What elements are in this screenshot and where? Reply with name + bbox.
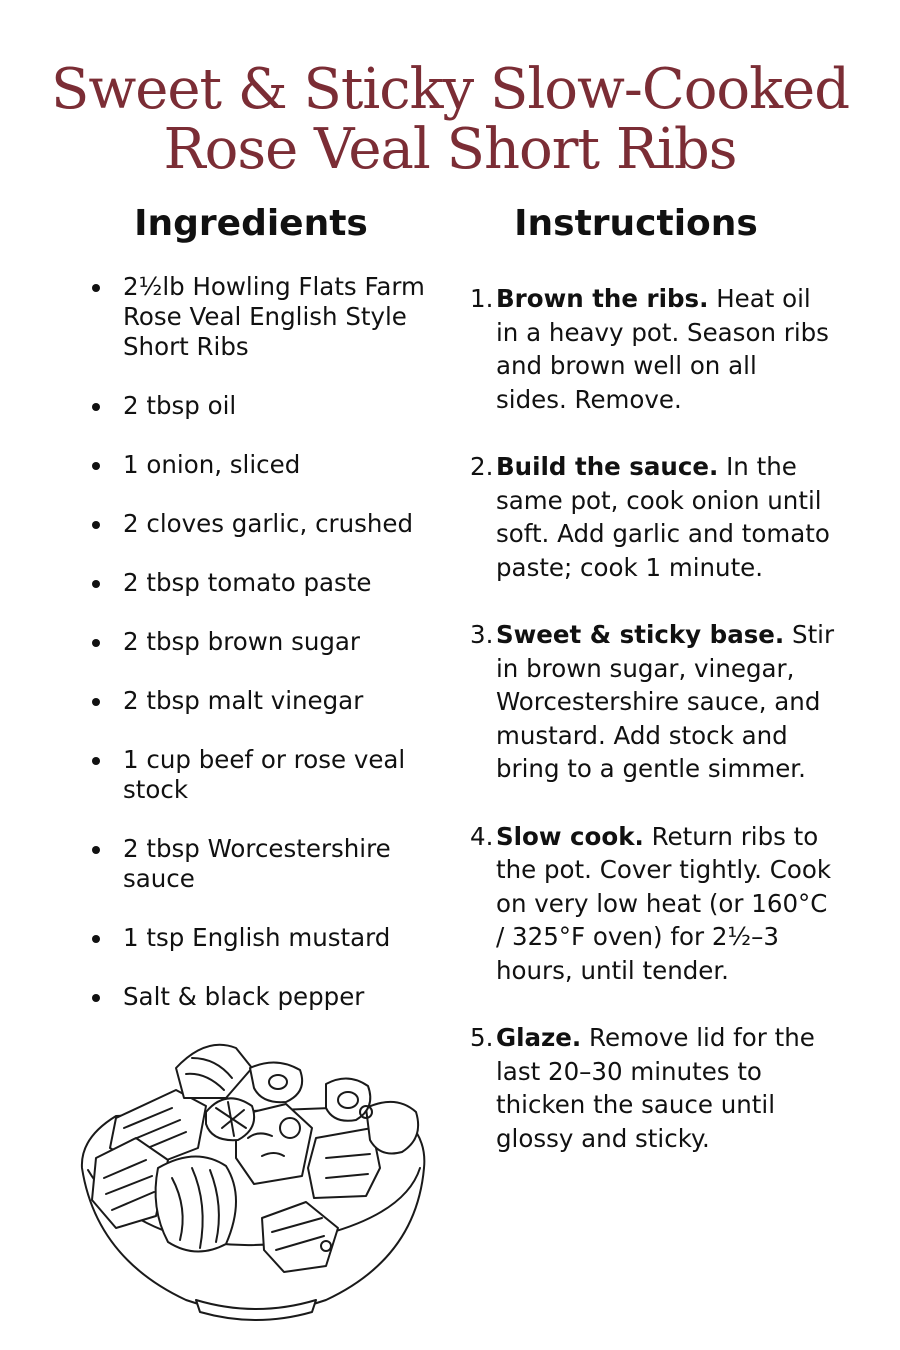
instruction-step xyxy=(470,618,835,786)
ingredient-item xyxy=(92,686,437,716)
ingredient-text: 2 tbsp Worcestershire sauce xyxy=(123,834,391,893)
bullet-icon xyxy=(92,462,100,470)
ingredient-item xyxy=(92,745,437,805)
ingredient-item xyxy=(92,568,437,598)
ingredient-text: 2 tbsp malt vinegar xyxy=(123,686,364,715)
step-number: 3. xyxy=(470,620,494,649)
recipe-title-line-2: Rose Veal Short Ribs xyxy=(163,116,737,182)
instruction-step xyxy=(470,820,835,988)
step-title: Brown the ribs. xyxy=(496,284,709,313)
recipe-title-line-1: Sweet & Sticky Slow-Cooked xyxy=(50,56,850,122)
instruction-step xyxy=(470,450,835,584)
ingredient-item xyxy=(92,509,437,539)
recipe-title xyxy=(0,56,900,182)
bullet-icon xyxy=(92,284,100,292)
ingredient-text: 2 tbsp brown sugar xyxy=(123,627,360,656)
ingredient-item xyxy=(92,450,437,480)
instruction-step xyxy=(470,282,835,416)
ingredient-item xyxy=(92,982,437,1012)
ingredient-text: 1 tsp English mustard xyxy=(123,923,391,952)
step-title: Glaze. xyxy=(496,1023,582,1052)
step-title: Slow cook. xyxy=(496,821,644,851)
step-text: Return ribs to the pot. Cover tightly. Cook on very low heat (or 160°C / 325°F oven) for 2½–3 hours, until tender. xyxy=(496,821,832,985)
bullet-icon xyxy=(92,521,100,529)
step-number: 4. xyxy=(470,821,494,851)
bullet-icon xyxy=(92,403,100,411)
step-text: Remove lid for the last 20–30 minutes to thicken the sauce until glossy and sticky. xyxy=(496,1023,815,1153)
ingredient-text: 2½lb Howling Flats Farm Rose Veal English Style Short Ribs xyxy=(123,272,425,361)
ingredient-item xyxy=(92,627,437,657)
bullet-icon xyxy=(92,994,100,1002)
step-text: Heat oil in a heavy pot. Season ribs and brown well on all sides. Remove. xyxy=(496,284,829,414)
bullet-icon xyxy=(92,580,100,588)
ingredient-text: 2 tbsp oil xyxy=(123,391,237,420)
ingredient-item xyxy=(92,923,437,953)
ingredient-text: 1 onion, sliced xyxy=(123,450,301,479)
step-number: 1. xyxy=(470,284,494,313)
instruction-step xyxy=(470,1021,835,1155)
ingredient-text: 2 tbsp tomato paste xyxy=(123,568,372,597)
bullet-icon xyxy=(92,935,100,943)
instructions-heading: Instructions xyxy=(514,203,758,244)
step-text: In the same pot, cook onion until soft. Add garlic and tomato paste; cook 1 minute. xyxy=(496,452,830,582)
step-number: 5. xyxy=(470,1023,494,1052)
step-title: Sweet & sticky base. xyxy=(496,620,785,649)
instructions-list xyxy=(470,282,835,1189)
ingredient-text: 1 cup beef or rose veal stock xyxy=(123,745,406,804)
ingredient-text: Salt & black pepper xyxy=(123,982,365,1011)
ingredient-text: 2 cloves garlic, crushed xyxy=(123,509,414,538)
ingredient-item xyxy=(92,272,437,362)
ingredients-heading: Ingredients xyxy=(134,203,368,244)
step-title: Build the sauce. xyxy=(496,452,719,481)
bullet-icon xyxy=(92,846,100,854)
step-text: Stir in brown sugar, vinegar, Worcestershire sauce, and mustard. Add stock and bring to a gentle simmer. xyxy=(496,620,835,783)
bullet-icon xyxy=(92,757,100,765)
ingredient-item xyxy=(92,834,437,894)
bullet-icon xyxy=(92,639,100,647)
ingredient-item xyxy=(92,391,437,421)
bullet-icon xyxy=(92,698,100,706)
bowl-of-short-ribs-illustration xyxy=(76,1028,430,1328)
step-number: 2. xyxy=(470,452,494,481)
ingredients-list xyxy=(92,272,437,1041)
